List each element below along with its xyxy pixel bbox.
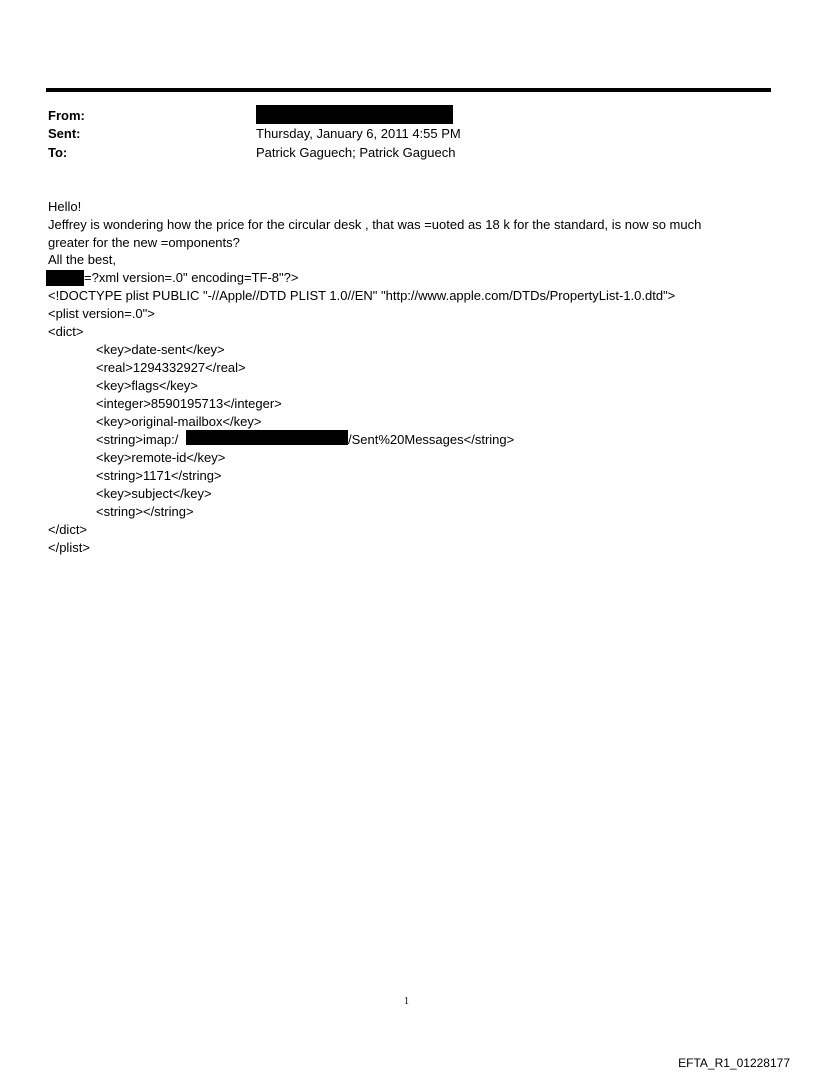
xml-declaration: =?xml version=.0" encoding=TF-8"?> bbox=[84, 270, 299, 285]
imap-prefix: <string>imap:/ bbox=[96, 432, 179, 447]
plist-line: <string>1171</string> bbox=[96, 468, 222, 483]
plist-line: <key>date-sent</key> bbox=[96, 342, 225, 357]
plist-line: <integer>8590195713</integer> bbox=[96, 396, 282, 411]
plist-line: <key>remote-id</key> bbox=[96, 450, 226, 465]
plist-line: <key>flags</key> bbox=[96, 378, 198, 393]
to-label: To: bbox=[48, 145, 68, 160]
from-redaction bbox=[256, 105, 453, 124]
body-line-1: Jeffrey is wondering how the price for the circular desk , that was =uoted as 18 k for the standard, is now so much bbox=[48, 217, 702, 232]
greeting: Hello! bbox=[48, 199, 82, 214]
plist-line: <key>original-mailbox</key> bbox=[96, 414, 262, 429]
imap-redaction bbox=[186, 430, 348, 445]
header-rule bbox=[46, 88, 771, 92]
dict-open: <dict> bbox=[48, 324, 84, 339]
signature-redaction bbox=[46, 270, 84, 286]
plist-line: <real>1294332927</real> bbox=[96, 360, 246, 375]
doctype-line: <!DOCTYPE plist PUBLIC "-//Apple//DTD PLIST 1.0//EN" "http://www.apple.com/DTDs/PropertyList-1.0.dtd"> bbox=[48, 288, 676, 303]
bates-number: EFTA_R1_01228177 bbox=[678, 1056, 790, 1070]
plist-open: <plist version=.0"> bbox=[48, 306, 155, 321]
sent-label: Sent: bbox=[48, 126, 81, 141]
dict-close: </dict> bbox=[48, 522, 88, 537]
plist-line: <string></string> bbox=[96, 504, 194, 519]
from-label: From: bbox=[48, 108, 85, 123]
signoff: All the best, bbox=[48, 252, 116, 267]
imap-suffix: /Sent%20Messages</string> bbox=[348, 432, 515, 447]
page-number: 1 bbox=[404, 996, 409, 1007]
body-line-2: greater for the new =omponents? bbox=[48, 235, 240, 250]
sent-value: Thursday, January 6, 2011 4:55 PM bbox=[256, 126, 461, 141]
to-value: Patrick Gaguech; Patrick Gaguech bbox=[256, 145, 456, 160]
plist-line: <key>subject</key> bbox=[96, 486, 212, 501]
plist-close: </plist> bbox=[48, 540, 90, 555]
